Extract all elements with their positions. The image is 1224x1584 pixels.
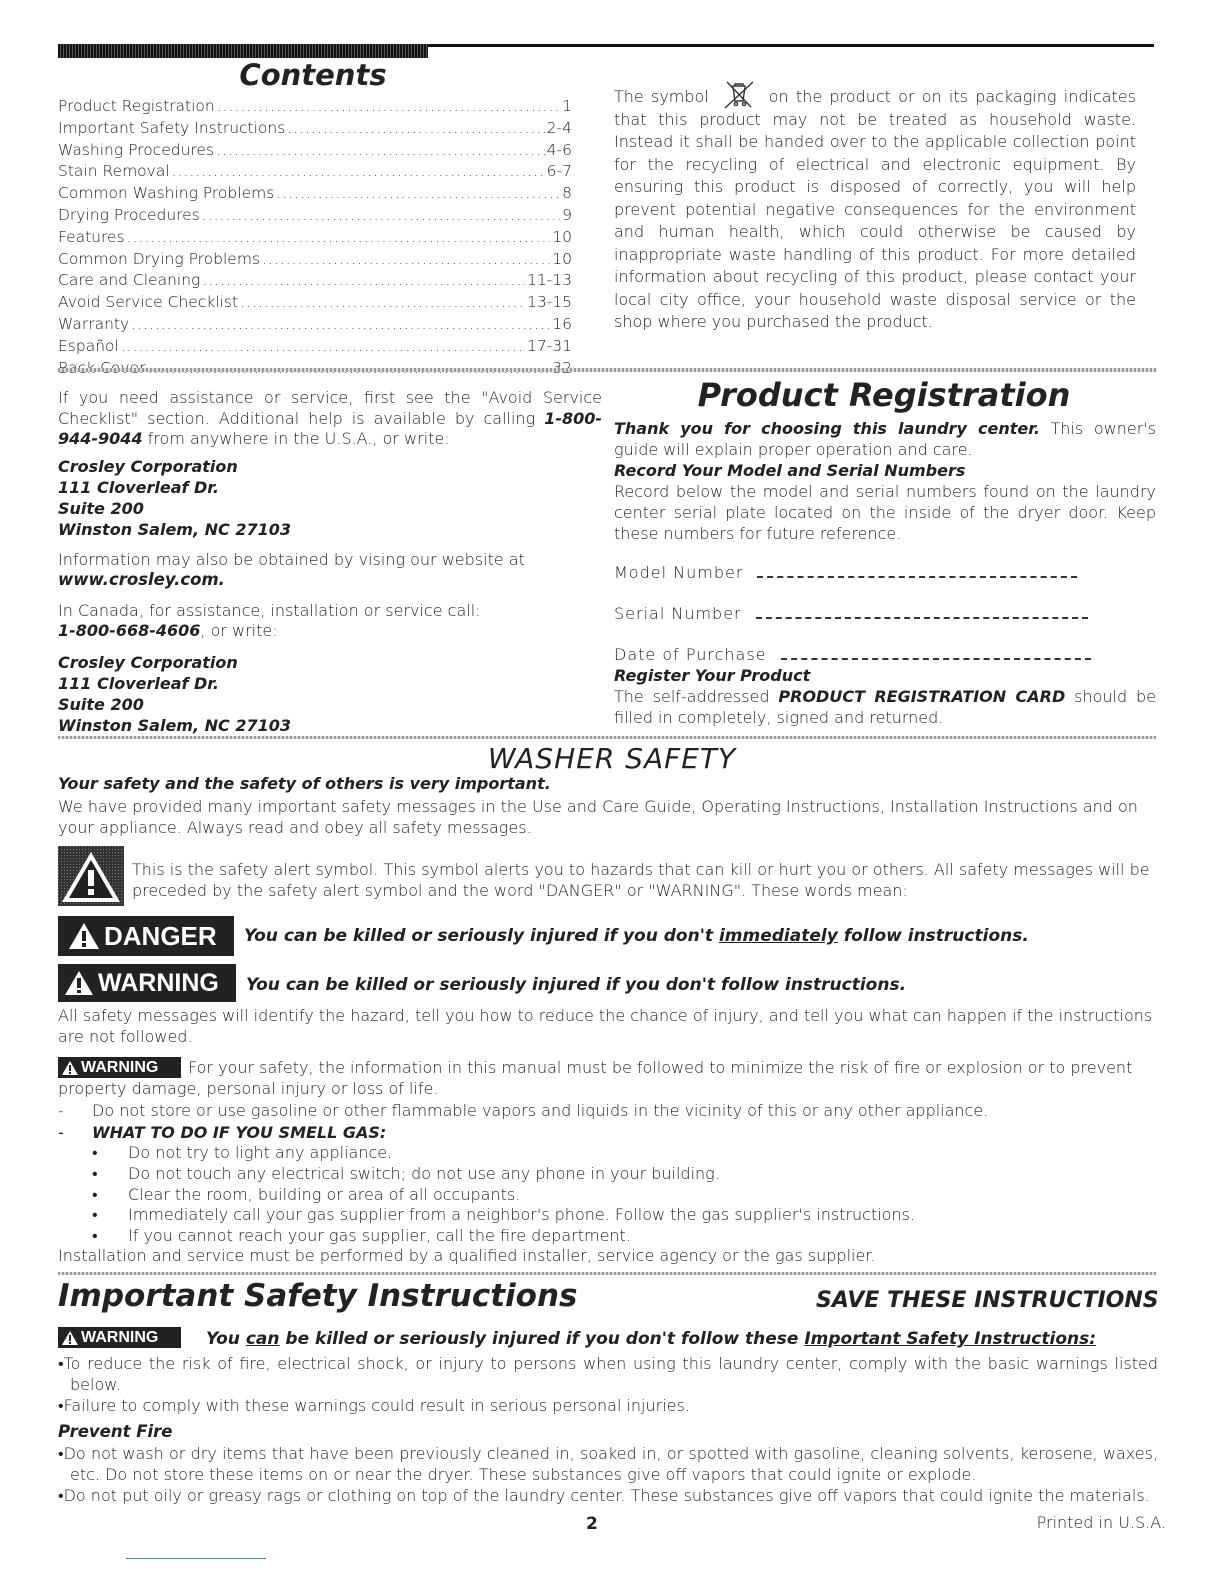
printed-in: Printed in U.S.A.	[1036, 1513, 1166, 1532]
prevent-fire-heading: Prevent Fire	[58, 1422, 173, 1441]
warning-badge-small: WARNING	[58, 1327, 181, 1348]
toc-entry	[58, 336, 572, 358]
address-line: Crosley Corporation	[58, 456, 238, 476]
toc-entry-label: Washing Procedures	[58, 140, 215, 159]
bullet-icon: •	[92, 1205, 98, 1225]
toc-leader-dots	[216, 140, 545, 161]
page-number: 2	[586, 1514, 598, 1534]
toc-entry-label: Español	[58, 336, 119, 355]
dash-item-smell-gas: - WHAT TO DO IF YOU SMELL GAS:	[58, 1123, 387, 1142]
washer-safety-intro: We have provided many important safety messages in the Use and Care Guide, Operating Instructions, Installation Instructions and on your appliance. Always read and obey all safety messages.	[58, 797, 1138, 837]
bullet-icon: •	[92, 1184, 98, 1204]
assistance-paragraph: If you need assistance or service, first see the "Avoid Service Checklist" section. Additional help is available by calling 1-800-944-9044 from anywhere in the U.S.A., or write:	[58, 388, 602, 448]
warning-badge-small: WARNING	[58, 1057, 181, 1078]
toc-entry	[58, 227, 572, 249]
registration-section	[614, 418, 1156, 728]
toc-entry-page: 17-31	[526, 336, 572, 355]
toc-leader-dots	[202, 205, 560, 226]
thanks-paragraph: Thank you for choosing this laundry center. This owner's guide will explain proper operation and care.	[614, 419, 1157, 459]
recycling-text-start: The symbol	[614, 87, 709, 106]
recycling-notice	[614, 80, 1136, 334]
toc-entry-page: 16	[552, 314, 572, 333]
washer-safety-subtitle: Your safety and the safety of others is very important.	[58, 774, 551, 793]
model-number-field: Model Number	[614, 562, 1156, 583]
toc-entry-page: 13-15	[526, 293, 572, 312]
toc-entry-page: 4-6	[546, 140, 572, 159]
gas-bullet-item: • Do not touch any electrical switch; do not use any phone in your building.	[92, 1163, 720, 1183]
alert-symbol-description: This is the safety alert symbol. This symbol alerts you to hazards that can kill or hurt you or others. All safety messages will be preceded by the safety alert symbol and the word "DANGER" or "WARNING". These words mean:	[132, 860, 1150, 900]
website-paragraph: Information may also be obtained by vising our website at www.crosley.com.	[58, 549, 525, 589]
assistance-column	[58, 388, 602, 736]
dash-item-gasoline: - Do not store or use gasoline or other flammable vapors and liquids in the vicinity of this or any other appliance.	[58, 1101, 989, 1120]
safety-alert-symbol-icon	[58, 846, 124, 906]
toc-entry	[58, 249, 572, 271]
contents-title: Contents	[239, 58, 387, 92]
toc-entry-page: 10	[552, 227, 572, 246]
toc-entry-label: Stain Removal	[58, 162, 170, 181]
toc-entry	[58, 183, 572, 205]
section-divider	[58, 1272, 1156, 1275]
us-address	[58, 456, 602, 540]
toc-leader-dots	[276, 183, 560, 204]
important-warning-text: You can be killed or seriously injured if you don't follow these Important Safety Instructions:	[206, 1329, 1097, 1349]
serial-number-line	[756, 617, 1088, 619]
prevent-fire-bullet-1: •Do not wash or dry items that have been previously cleaned in, soaked in, or spotted with gasoline, cleaning solvents, kerosene, waxes, etc. Do not store these items on or near the dryer. These substances give off vapors that could ignite or explode.	[58, 1444, 1158, 1484]
address-line: Suite 200	[58, 694, 144, 714]
fire-warning-text: For your safety, the information in this manual must be followed to minimize the risk of fire or explosion or to prevent property damage, personal injury or loss of life.	[58, 1058, 1133, 1098]
save-instructions: SAVE THESE INSTRUCTIONS	[816, 1288, 1159, 1313]
gas-bullet-item: • Do not try to light any appliance.	[92, 1143, 393, 1162]
gas-bullet-list	[92, 1143, 1152, 1247]
toc-leader-dots	[127, 227, 551, 248]
gas-bullet-item: • If you cannot reach your gas supplier, call the fire department.	[92, 1226, 631, 1246]
toc-entry	[58, 292, 572, 314]
toc-entry-page: 1	[562, 97, 572, 115]
us-phone-number: 1-800-944-9044	[58, 408, 602, 448]
address-line: Winston Salem, NC 27103	[58, 715, 291, 735]
address-line: 111 Cloverleaf Dr.	[58, 673, 219, 693]
toc-entry-label: Common Washing Problems	[58, 184, 275, 203]
registration-title: Product Registration	[697, 376, 1071, 414]
toc-leader-dots	[240, 292, 525, 313]
washer-safety-title: WASHER SAFETY	[487, 742, 737, 775]
toc-entry-label: Drying Procedures	[58, 205, 200, 224]
warning-triangle-icon	[61, 1330, 79, 1346]
toc-leader-dots	[217, 96, 560, 117]
register-heading: Register Your Product	[614, 666, 811, 685]
toc-entry-label: Warranty	[58, 314, 130, 333]
address-line: Crosley Corporation	[58, 652, 238, 672]
register-text: The self-addressed PRODUCT REGISTRATION CARD should be filled in completely, signed and returned.	[614, 687, 1156, 727]
important-bullet-2: •Failure to comply with these warnings could result in serious personal injuries.	[58, 1396, 690, 1415]
toc-entry-page: 8	[562, 184, 572, 203]
toc-entry	[58, 205, 572, 227]
toc-entry-label: Common Drying Problems	[58, 249, 261, 268]
toc-leader-dots	[287, 118, 544, 139]
toc-leader-dots	[131, 314, 550, 335]
toc-entry	[58, 270, 572, 292]
important-safety-title: Important Safety Instructions	[58, 1278, 578, 1314]
recycling-text-rest: on the product or on its packaging indicates that this product may not be treated as household waste. Instead it shall be handed over to the applicable collection point for the recycling of electrical and electronic equipment. By ensuring this product is disposed of correctly, you will help prevent potential negative consequences for the environment and human health, which could otherwise be caused by inappropriate waste handling of this product. For more detailed information about recycling of this product, please contact your local city office, your household waste disposal service or the shop where you purchased the product.	[614, 87, 1136, 331]
toc-entry	[58, 161, 572, 183]
toc-entry-page: 10	[552, 249, 572, 268]
warning-triangle-icon	[64, 970, 94, 996]
address-line: Winston Salem, NC 27103	[58, 519, 291, 539]
canada-paragraph: In Canada, for assistance, installation or service call: 1-800-668-4606, or write:	[58, 600, 481, 640]
toc-entry-label: Care and Cleaning	[58, 271, 201, 290]
section-divider	[58, 368, 1156, 372]
toc-entry	[58, 314, 572, 336]
prevent-fire-bullet-2: •Do not put oily or greasy rags or clothing on top of the laundry center. These substances give off vapors that could ignite the materials.	[58, 1486, 1150, 1505]
toc-entry-page: 9	[562, 205, 572, 224]
gas-bullet-item: • Immediately call your gas supplier from a neighbor's phone. Follow the gas supplier's instructions.	[92, 1205, 916, 1225]
top-bar-accent	[58, 44, 428, 58]
website-url: www.crosley.com.	[58, 570, 225, 589]
toc-leader-dots	[202, 270, 525, 291]
toc-entry-page: 11-13	[526, 271, 572, 290]
section-divider	[58, 736, 1156, 739]
toc-entry-label: Avoid Service Checklist	[58, 293, 239, 312]
toc-leader-dots	[121, 336, 525, 357]
bullet-icon: •	[92, 1226, 98, 1246]
model-number-line	[757, 576, 1077, 578]
serial-number-field: Serial Number	[614, 603, 1156, 624]
date-of-purchase-line	[781, 658, 1091, 660]
record-heading: Record Your Model and Serial Numbers	[614, 461, 966, 480]
warning-meaning: You can be killed or seriously injured if you don't follow instructions.	[246, 975, 907, 995]
warning-badge: WARNING	[58, 964, 236, 1002]
toc-leader-dots	[262, 249, 550, 270]
toc-entry-page: 6-7	[546, 162, 572, 181]
danger-meaning: You can be killed or seriously injured if you don't immediately follow instructions.	[244, 926, 1029, 946]
address-line: Suite 200	[58, 498, 144, 518]
crossed-bin-icon	[719, 80, 759, 108]
bullet-icon: •	[92, 1163, 98, 1183]
footer-link-line	[126, 1558, 266, 1559]
warning-triangle-icon	[68, 922, 100, 950]
danger-badge: DANGER	[58, 916, 234, 956]
gas-bullet-item: • Clear the room, building or area of all occupants.	[92, 1184, 521, 1204]
toc-entry-label: Important Safety Instructions	[58, 118, 286, 137]
toc-entry	[58, 118, 572, 140]
installation-note: Installation and service must be performed by a qualified installer, service agency or the gas supplier.	[58, 1246, 876, 1265]
toc-entry-label: Features	[58, 227, 125, 246]
date-of-purchase-field: Date of Purchase	[614, 644, 1156, 665]
toc-entry-label: Product Registration	[58, 97, 215, 115]
important-bullet-1: •To reduce the risk of fire, electrical shock, or injury to persons when using this laundry center, comply with the basic warnings listed below.	[58, 1354, 1158, 1394]
canada-phone-number: 1-800-668-4606	[58, 621, 201, 640]
record-text: Record below the model and serial numbers found on the laundry center serial plate located on the inside of the dryer door. Keep these numbers for future reference.	[614, 482, 1156, 543]
toc-entry	[58, 140, 572, 162]
identify-paragraph: All safety messages will identify the hazard, tell you how to reduce the chance of injury, and tell you what can happen if the instructions are not followed.	[58, 1006, 1153, 1046]
toc-leader-dots	[172, 161, 545, 182]
bullet-icon: •	[92, 1143, 98, 1162]
toc-entry-page: 2-4	[546, 118, 572, 137]
address-line: 111 Cloverleaf Dr.	[58, 477, 219, 497]
canada-address	[58, 652, 602, 736]
toc-entry	[58, 96, 572, 118]
table-of-contents	[58, 96, 572, 379]
